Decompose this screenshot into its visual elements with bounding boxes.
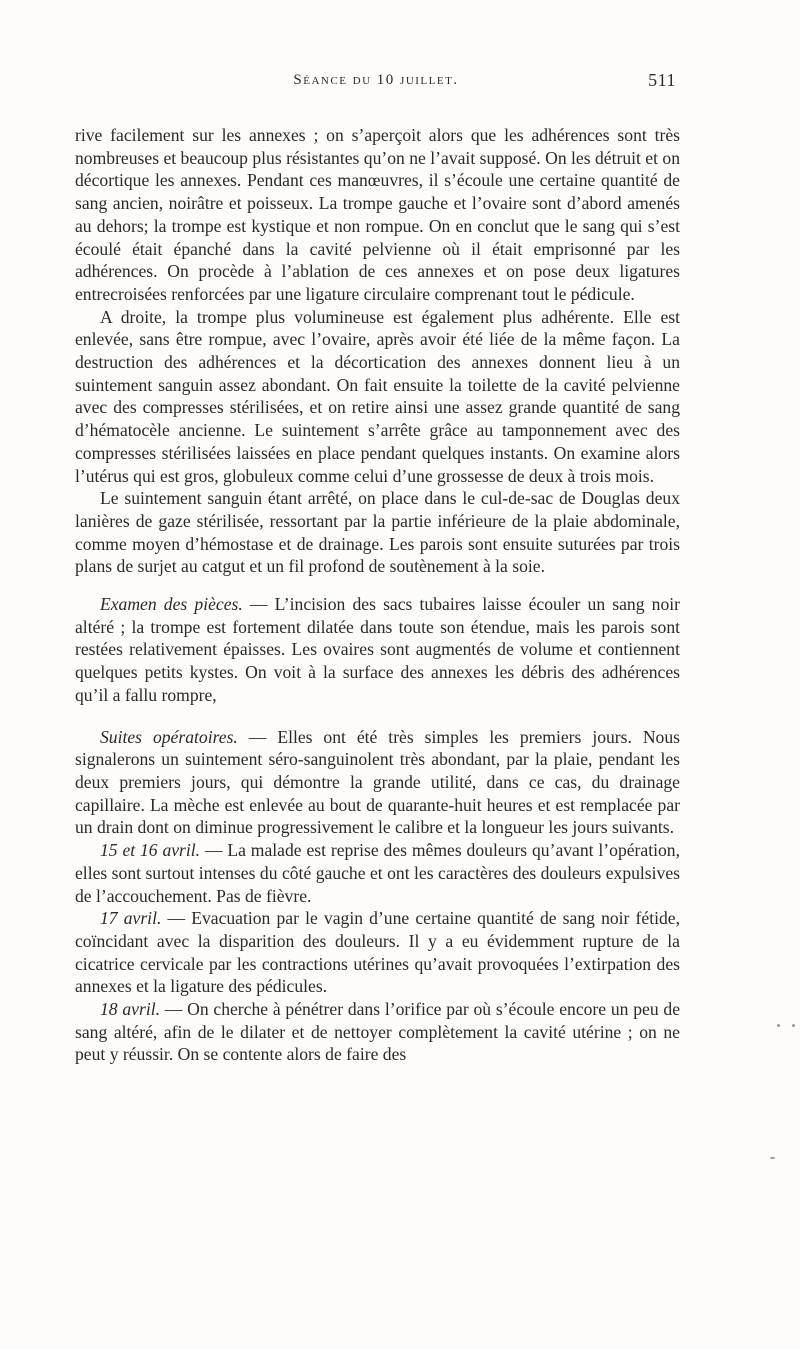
paragraph-text: — La malade est reprise des mêmes douleurs qu’avant l’opération, elles sont surtout intenses du côté gauche et ont les caractères des douleurs expulsives de l’accouchement. Pas de fièvre.: [75, 840, 680, 906]
paragraph-text: — L’incision des sacs tubaires laisse écouler un sang noir altéré ; la trompe est fortement dilatée dans toute son étendue, mais les parois sont restées relativement épaisses. Les ovaires sont augmentés de volume et contiennent quelques petits kystes. On voit à la surface des annexes les débris des adhérences qu’il a fallu rompre,: [75, 594, 680, 705]
paragraph-lead: 17 avril.: [100, 908, 162, 929]
paragraph-lead: 15 et 16 avril.: [100, 840, 201, 861]
running-title: Séance du 10 juillet.: [293, 72, 459, 88]
paragraph-lead: Suites opératoires.: [100, 726, 238, 747]
paragraph-date-entry: [75, 839, 680, 907]
paragraph-continued: [75, 124, 680, 306]
paragraph-text: — Elles ont été très simples les premiers jours. Nous signalerons un suintement séro-sanguinolent très abondant, par la plaie, pendant les deux premiers jours, qui démontre la grande utilité, dans ce cas, du drainage capillaire. La mèche est enlevée au bout de quarante-huit heures et est remplacée par un drain dont on diminue progressivement le calibre et la longueur les jours suivants.: [75, 726, 680, 838]
paragraph-lead: 18 avril.: [100, 999, 160, 1020]
paragraph: [75, 487, 680, 578]
paragraph-text: A droite, la trompe plus volumineuse est également plus adhérente. Elle est enlevée, sans être rompue, avec l’ovaire, après avoir été liée de la même façon. La destruction des adhérences et la décortication des annexes donnent lieu à un suintement sanguin assez abondant. On fait ensuite la toilette de la cavité pelvienne avec des compresses stérilisées, et on retire ainsi une assez grande quantité de sang d’hématocèle ancienne. Le suintement s’arrête grâce au tamponnement avec des compresses stérilisées laissées en place pendant quelques instants. On examine alors l’utérus qui est gros, globuleux comme celui d’une grossesse de deux à trois mois.: [75, 306, 680, 486]
running-header: [74, 72, 678, 96]
paragraph-date-entry: [75, 998, 680, 1066]
page-number: 511: [648, 70, 676, 90]
paragraph: [75, 306, 680, 488]
print-speck: [770, 1157, 775, 1159]
paragraph-text: rive facilement sur les annexes ; on s’aperçoit alors que les adhérences sont très nombreuses et beaucoup plus résistantes qu’on ne l’avait supposé. On les détruit et on décortique les annexes. Pendant ces manœuvres, il s’écoule une certaine quantité de sang ancien, noirâtre et poisseux. La trompe gauche et l’ovaire sont d’abord amenés au dehors; la trompe est kystique et non rompue. On en conclut que le sang qui s’est écoulé était épanché dans la cavité pelvienne où il était emprisonné par les adhérences. On procède à l’ablation de ces annexes et on pose deux ligatures entrecroisées renforcées par une ligature circulaire comprenant tout le pédicule.: [75, 125, 680, 304]
paragraph-lead: Examen des pièces.: [100, 594, 243, 615]
paragraph-text: — On cherche à pénétrer dans l’orifice par où s’écoule encore un peu de sang altéré, afin de le dilater et de nettoyer complètement la cavité utérine ; on ne peut y réussir. On se contente alors de faire des: [75, 999, 681, 1065]
body-text: [75, 124, 680, 1066]
paragraph-text: — Evacuation par le vagin d’une certaine quantité de sang noir fétide, coïncidant avec la disparition des douleurs. Il y a eu évidemment rupture de la cicatrice cervicale par les contractions utérines qu’avait provoquées l’extirpation des annexes et la ligature des pédicules.: [75, 908, 680, 997]
paragraph-text: Le suintement sanguin étant arrêté, on place dans le cul-de-sac de Douglas deux lanières de gaze stérilisée, ressortant par la partie inférieure de la plaie abdominale, comme moyen d’hémostase et de drainage. Les parois sont ensuite suturées par trois plans de surjet au catgut et un fil profond de soutènement à la soie.: [75, 488, 680, 577]
print-speck: [792, 1024, 795, 1027]
print-speck: [777, 1024, 780, 1027]
paragraph-date-entry: [75, 907, 680, 998]
paragraph-suites: [75, 726, 680, 840]
paragraph-examen: [75, 593, 680, 707]
